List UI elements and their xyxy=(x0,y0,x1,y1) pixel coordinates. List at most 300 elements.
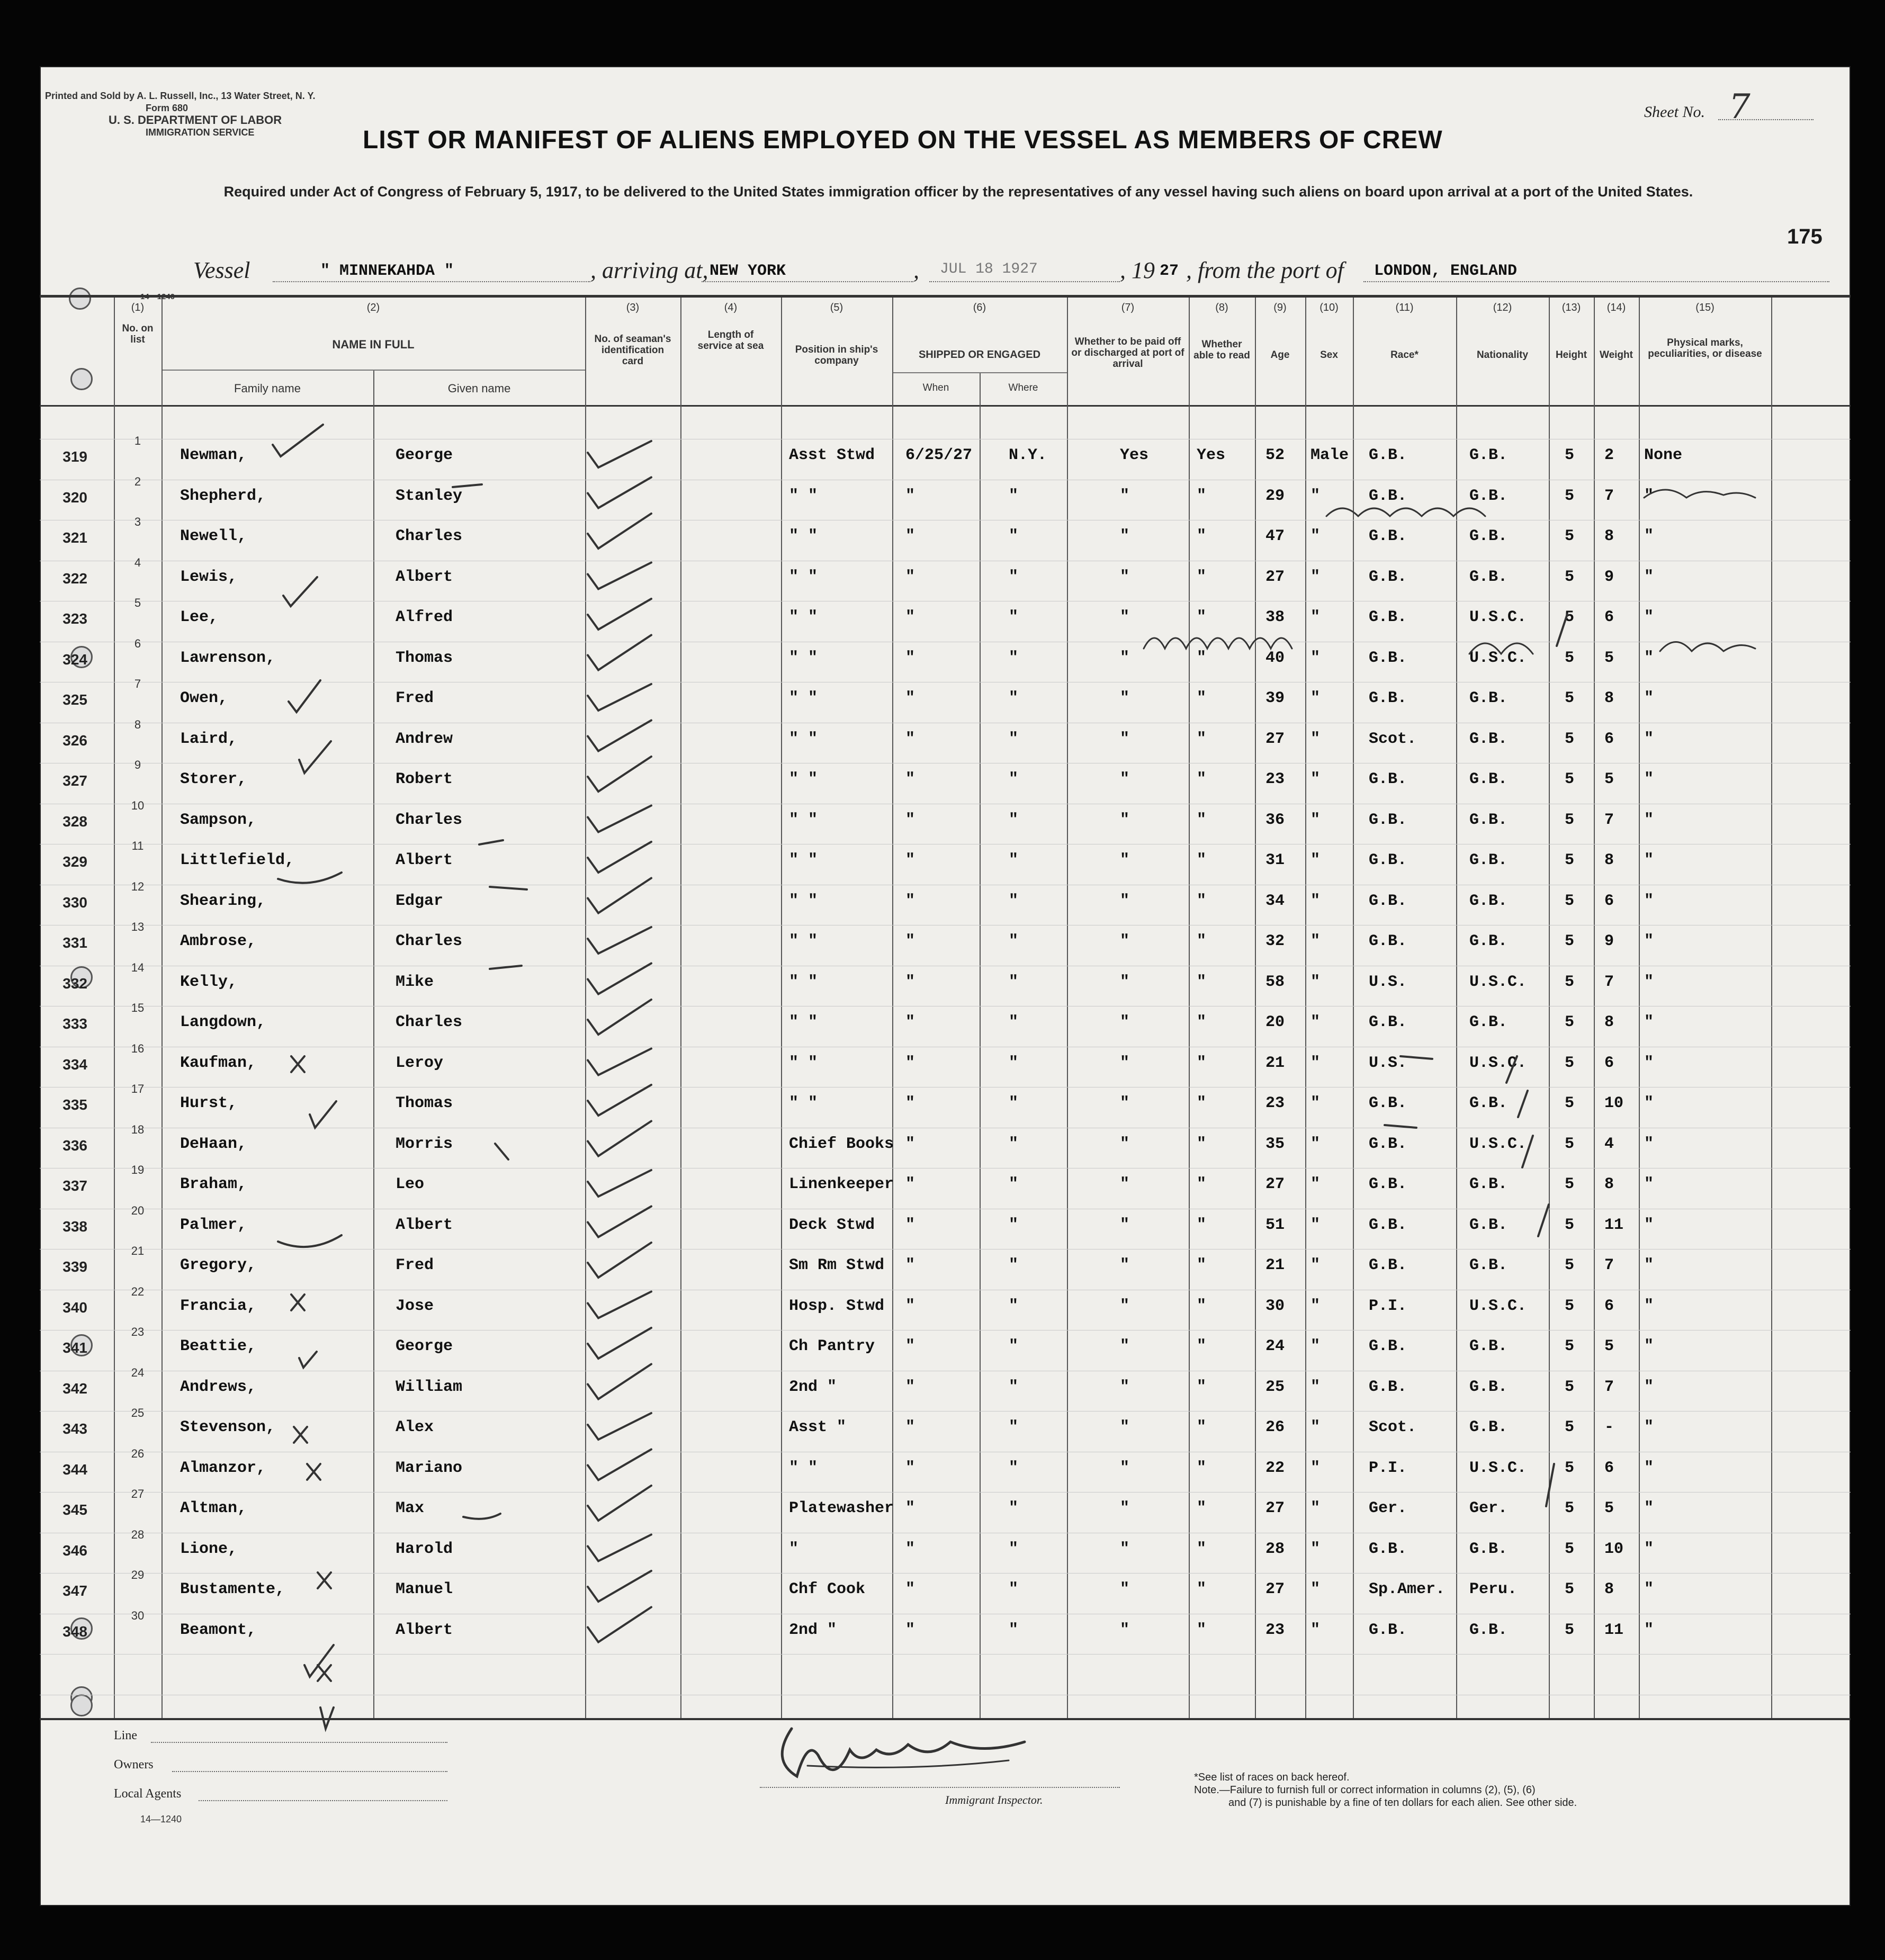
cell-read: " xyxy=(1197,1580,1207,1598)
cell-age: 40 xyxy=(1265,649,1285,667)
cell-given: Albert xyxy=(396,1621,453,1639)
cell-race: G.B. xyxy=(1369,932,1407,950)
cell-marks: " xyxy=(1644,1499,1654,1517)
cell-nat: G.B. xyxy=(1469,1621,1508,1639)
cell-family: DeHaan, xyxy=(180,1135,247,1153)
id-card-check-mark xyxy=(588,1170,651,1197)
vessel-name: " MINNEKAHDA " xyxy=(320,262,454,280)
cell-read: " xyxy=(1197,730,1207,748)
list-number: 7 xyxy=(134,677,141,690)
cell-age: 27 xyxy=(1265,730,1285,748)
cell-read: " xyxy=(1197,1337,1207,1355)
cell-nat: G.B. xyxy=(1469,730,1508,748)
cell-marks: " xyxy=(1644,770,1654,788)
id-card-check-mark xyxy=(588,1292,651,1318)
cell-age: 23 xyxy=(1265,1094,1285,1112)
cell-when: " xyxy=(905,811,915,829)
cell-h: 5 xyxy=(1565,1297,1575,1315)
form-code-bottom: 14—1240 xyxy=(140,1814,182,1824)
header-length-service: Length of service at sea xyxy=(697,329,764,352)
header-height: Height xyxy=(1555,349,1587,361)
cell-where: " xyxy=(1009,1540,1019,1558)
cell-position: Linenkeeper xyxy=(789,1175,894,1193)
cell-sex: " xyxy=(1310,1378,1321,1396)
id-card-check-mark xyxy=(588,514,651,549)
cell-age: 38 xyxy=(1265,608,1285,626)
cell-given: Morris xyxy=(396,1135,453,1153)
cell-marks: " xyxy=(1644,1580,1654,1598)
cell-position: 2nd " xyxy=(789,1378,837,1396)
cell-sex: Male xyxy=(1310,446,1349,464)
cell-marks: " xyxy=(1644,689,1654,707)
cell-family: Francia, xyxy=(180,1297,257,1315)
id-card-check-mark xyxy=(588,1085,651,1116)
cell-position: " " xyxy=(789,1054,818,1072)
cell-race: G.B. xyxy=(1369,1216,1407,1234)
cell-position: " xyxy=(789,1540,799,1558)
cell-h: 5 xyxy=(1565,1013,1575,1031)
page-number: 175 xyxy=(1787,225,1823,248)
cell-h: 5 xyxy=(1565,770,1575,788)
col-num: (6) xyxy=(973,302,986,313)
list-number: 1 xyxy=(134,434,141,447)
cell-h: 5 xyxy=(1565,1418,1575,1436)
cell-marks: " xyxy=(1644,1297,1654,1315)
cell-given: Albert xyxy=(396,851,453,869)
cell-paid: " xyxy=(1120,1297,1130,1315)
cell-paid: " xyxy=(1120,1216,1130,1234)
id-card-check-mark xyxy=(588,842,651,873)
id-card-check-mark xyxy=(588,806,651,832)
id-card-check-mark xyxy=(588,1535,651,1561)
cell-race: Sp.Amer. xyxy=(1369,1580,1446,1598)
cell-given: William xyxy=(396,1378,463,1396)
list-number: 11 xyxy=(131,839,144,852)
cell-read: " xyxy=(1197,1540,1207,1558)
cell-where: " xyxy=(1009,568,1019,586)
cell-nat: G.B. xyxy=(1469,1216,1508,1234)
cell-sex: " xyxy=(1310,1459,1321,1477)
cell-nat: U.S.C. xyxy=(1469,973,1527,991)
cell-age: 26 xyxy=(1265,1418,1285,1436)
cell-marks: " xyxy=(1644,851,1654,869)
cell-family: Hurst, xyxy=(180,1094,238,1112)
header-weight: Weight xyxy=(1600,349,1633,361)
cell-age: 21 xyxy=(1265,1054,1285,1072)
cell-family: Laird, xyxy=(180,730,238,748)
id-card-check-mark xyxy=(588,1207,651,1237)
cell-when: " xyxy=(905,1378,915,1396)
id-card-check-mark xyxy=(588,1049,651,1075)
cell-where: " xyxy=(1009,1297,1019,1315)
cell-sex: " xyxy=(1310,1540,1321,1558)
cell-age: 25 xyxy=(1265,1378,1285,1396)
cell-position: " " xyxy=(789,811,818,829)
cell-when: " xyxy=(905,973,915,991)
list-number: 29 xyxy=(131,1568,145,1581)
sequence-number: 331 xyxy=(62,934,87,951)
comma-separator: , xyxy=(913,257,919,283)
cell-family: Lewis, xyxy=(180,568,238,586)
cell-given: Thomas xyxy=(396,1094,453,1112)
cell-where: " xyxy=(1009,1256,1019,1274)
cell-position: Sm Rm Stwd xyxy=(789,1256,885,1274)
cell-given: Charles xyxy=(396,1013,463,1031)
cell-when: " xyxy=(905,730,915,748)
cell-age: 39 xyxy=(1265,689,1285,707)
id-card-check-mark xyxy=(588,1450,651,1480)
footer-agents-label: Local Agents xyxy=(114,1787,182,1801)
col-num: (11) xyxy=(1395,302,1414,313)
cell-paid: " xyxy=(1120,1013,1130,1031)
cell-where: " xyxy=(1009,1013,1019,1031)
cell-when: " xyxy=(905,932,915,950)
cell-family: Lione, xyxy=(180,1540,238,1558)
sequence-number: 343 xyxy=(62,1420,87,1437)
cell-position: Chf Cook xyxy=(789,1580,866,1598)
cell-race: G.B. xyxy=(1369,527,1407,545)
cell-read: " xyxy=(1197,1256,1207,1274)
cell-sex: " xyxy=(1310,851,1321,869)
service-name: IMMIGRATION SERVICE xyxy=(146,127,255,138)
sequence-number: 334 xyxy=(62,1056,87,1073)
cell-when: " xyxy=(905,1540,915,1558)
cell-w: 9 xyxy=(1604,932,1614,950)
cell-marks: " xyxy=(1644,1094,1654,1112)
header-race: Race* xyxy=(1390,349,1419,361)
cell-where: " xyxy=(1009,973,1019,991)
cell-marks: " xyxy=(1644,527,1654,545)
footer-owners-label: Owners xyxy=(114,1758,154,1772)
sequence-number: 336 xyxy=(62,1137,87,1154)
cell-race: G.B. xyxy=(1369,1175,1407,1193)
cell-age: 23 xyxy=(1265,770,1285,788)
cell-nat: G.B. xyxy=(1469,1540,1508,1558)
cell-race: U.S. xyxy=(1369,1054,1407,1072)
form-number: Form 680 xyxy=(146,103,188,113)
cell-read: " xyxy=(1197,1378,1207,1396)
cell-given: Robert xyxy=(396,770,453,788)
cell-where: " xyxy=(1009,1054,1019,1072)
cell-sex: " xyxy=(1310,1216,1321,1234)
cell-sex: " xyxy=(1310,1175,1321,1193)
cell-family: Lee, xyxy=(180,608,219,626)
cell-paid: " xyxy=(1120,851,1130,869)
id-card-check-mark xyxy=(588,1000,651,1035)
cell-read: " xyxy=(1197,932,1207,950)
cell-sex: " xyxy=(1310,1094,1321,1112)
cell-nat: G.B. xyxy=(1469,1337,1508,1355)
cell-h: 5 xyxy=(1565,1216,1575,1234)
sequence-number: 348 xyxy=(62,1623,87,1640)
list-number: 25 xyxy=(131,1406,145,1419)
list-number: 13 xyxy=(131,920,145,933)
cell-given: Andrew xyxy=(396,730,453,748)
list-number: 23 xyxy=(131,1325,145,1338)
cell-h: 5 xyxy=(1565,1540,1575,1558)
cell-h: 5 xyxy=(1565,1378,1575,1396)
cell-nat: G.B. xyxy=(1469,1175,1508,1193)
sequence-number: 332 xyxy=(62,975,87,992)
sequence-number: 339 xyxy=(62,1258,87,1275)
cell-race: G.B. xyxy=(1369,608,1407,626)
cell-family: Sampson, xyxy=(180,811,257,829)
cell-w: 6 xyxy=(1604,608,1614,626)
sequence-number: 320 xyxy=(62,489,87,506)
id-card-check-mark xyxy=(588,478,651,508)
cell-given: Alfred xyxy=(396,608,453,626)
cell-age: 27 xyxy=(1265,1499,1285,1517)
cell-age: 51 xyxy=(1265,1216,1285,1234)
header-family-name: Family name xyxy=(234,382,301,395)
cell-read: " xyxy=(1197,892,1207,910)
cell-position: " " xyxy=(789,932,818,950)
cell-sex: " xyxy=(1310,1418,1321,1436)
list-number: 5 xyxy=(134,596,141,609)
requirement-text: Required under Act of Congress of February 5, 1917, to be delivered to the United States immigration officer by the representatives of any vessel having such aliens on board upon arrival at a port of the United States. xyxy=(223,184,1693,200)
sequence-number: 327 xyxy=(62,772,87,789)
cell-when: " xyxy=(905,527,915,545)
date-stamp: JUL 18 1927 xyxy=(940,261,1038,277)
cell-read: " xyxy=(1197,851,1207,869)
cell-paid: " xyxy=(1120,1337,1130,1355)
id-card-check-mark xyxy=(588,927,651,954)
cell-nat: G.B. xyxy=(1469,446,1508,464)
cell-w: 5 xyxy=(1604,1499,1614,1517)
cell-paid: Yes xyxy=(1120,446,1149,464)
cell-when: " xyxy=(905,1418,915,1436)
cell-h: 5 xyxy=(1565,1337,1575,1355)
cell-paid: " xyxy=(1120,1621,1130,1639)
cell-sex: " xyxy=(1310,568,1321,586)
cell-nat: G.B. xyxy=(1469,770,1508,788)
cell-nat: G.B. xyxy=(1469,527,1508,545)
cell-where: " xyxy=(1009,608,1019,626)
cell-age: 21 xyxy=(1265,1256,1285,1274)
arriving-label: , arriving at, xyxy=(590,257,708,283)
cell-nat: G.B. xyxy=(1469,487,1508,505)
cell-w: 6 xyxy=(1604,892,1614,910)
cell-family: Kelly, xyxy=(180,973,238,991)
cell-race: G.B. xyxy=(1369,770,1407,788)
cell-race: G.B. xyxy=(1369,1094,1407,1112)
id-card-check-mark xyxy=(588,563,651,589)
sequence-number: 333 xyxy=(62,1015,87,1032)
header-id-card: No. of seaman's identification card xyxy=(594,334,671,367)
cell-nat: G.B. xyxy=(1469,1418,1508,1436)
list-number: 19 xyxy=(131,1163,145,1176)
cell-h: 5 xyxy=(1565,973,1575,991)
cell-where: " xyxy=(1009,649,1019,667)
cell-marks: " xyxy=(1644,1054,1654,1072)
cell-sex: " xyxy=(1310,1337,1321,1355)
sequence-number: 340 xyxy=(62,1299,87,1316)
cell-when: " xyxy=(905,689,915,707)
cell-marks: None xyxy=(1644,446,1683,464)
cell-w: 7 xyxy=(1604,973,1614,991)
cell-family: Langdown, xyxy=(180,1013,266,1031)
cell-h: 5 xyxy=(1565,892,1575,910)
header-marks: Physical marks, peculiarities, or disease xyxy=(1648,337,1762,359)
list-number: 10 xyxy=(131,798,145,812)
cell-age: 32 xyxy=(1265,932,1285,950)
sequence-number: 346 xyxy=(62,1542,87,1559)
arrival-port: NEW YORK xyxy=(710,262,786,280)
cell-when: " xyxy=(905,770,915,788)
cell-read: " xyxy=(1197,1013,1207,1031)
cell-when: " xyxy=(905,568,915,586)
cell-paid: " xyxy=(1120,1256,1130,1274)
manifest-sheet xyxy=(40,66,1851,1906)
list-number: 12 xyxy=(131,879,145,893)
cell-read: Yes xyxy=(1197,446,1226,464)
cell-w: 10 xyxy=(1604,1540,1624,1558)
cell-w: 8 xyxy=(1604,851,1614,869)
col-num: (5) xyxy=(830,302,843,313)
id-card-check-mark xyxy=(588,1607,651,1642)
sequence-number: 342 xyxy=(62,1380,87,1397)
cell-race: G.B. xyxy=(1369,1013,1407,1031)
cell-read: " xyxy=(1197,1499,1207,1517)
cell-read: " xyxy=(1197,1054,1207,1072)
cell-race: Ger. xyxy=(1369,1499,1407,1517)
cell-paid: " xyxy=(1120,770,1130,788)
cell-w: 11 xyxy=(1604,1216,1624,1234)
cell-paid: " xyxy=(1120,1580,1130,1598)
cell-sex: " xyxy=(1310,649,1321,667)
cell-nat: U.S.C. xyxy=(1469,1297,1527,1315)
list-number: 18 xyxy=(131,1122,145,1136)
cell-age: 22 xyxy=(1265,1459,1285,1477)
cell-when: " xyxy=(905,1175,915,1193)
cell-race: G.B. xyxy=(1369,649,1407,667)
cell-position: " " xyxy=(789,608,818,626)
cell-family: Owen, xyxy=(180,689,228,707)
cell-when: " xyxy=(905,1297,915,1315)
cell-read: " xyxy=(1197,811,1207,829)
cell-position: " " xyxy=(789,649,818,667)
cell-family: Littlefield, xyxy=(180,851,295,869)
id-card-check-mark xyxy=(588,1486,651,1521)
col-num: (4) xyxy=(724,302,738,313)
cell-read: " xyxy=(1197,649,1207,667)
cell-age: 29 xyxy=(1265,487,1285,505)
cell-given: Fred xyxy=(396,689,434,707)
sequence-number: 321 xyxy=(62,529,87,546)
list-number: 20 xyxy=(131,1203,145,1217)
cell-marks: " xyxy=(1644,1256,1654,1274)
cell-nat: G.B. xyxy=(1469,568,1508,586)
header-shipped: SHIPPED OR ENGAGED xyxy=(918,349,1041,361)
cell-family: Kaufman, xyxy=(180,1054,257,1072)
cell-race: G.B. xyxy=(1369,892,1407,910)
cell-where: " xyxy=(1009,1337,1019,1355)
cell-position: Deck Stwd xyxy=(789,1216,875,1234)
cell-nat: U.S.C. xyxy=(1469,1459,1527,1477)
departure-port: LONDON, ENGLAND xyxy=(1374,262,1518,280)
cell-when: " xyxy=(905,1499,915,1517)
sequence-number: 338 xyxy=(62,1218,87,1235)
sequence-number: 337 xyxy=(62,1177,87,1194)
cell-where: " xyxy=(1009,487,1019,505)
cell-marks: " xyxy=(1644,1337,1654,1355)
cell-w: 6 xyxy=(1604,1459,1614,1477)
cell-age: 27 xyxy=(1265,1175,1285,1193)
cell-family: Almanzor, xyxy=(180,1459,266,1477)
col-num: (14) xyxy=(1606,302,1626,313)
sequence-number: 329 xyxy=(62,853,87,870)
list-number: 9 xyxy=(134,758,141,771)
cell-when: " xyxy=(905,851,915,869)
sequence-number: 345 xyxy=(62,1502,87,1518)
cell-w: 5 xyxy=(1604,1337,1614,1355)
cell-w: 5 xyxy=(1604,649,1614,667)
cell-where: " xyxy=(1009,851,1019,869)
cell-given: Leroy xyxy=(396,1054,444,1072)
cell-h: 5 xyxy=(1565,730,1575,748)
cell-read: " xyxy=(1197,770,1207,788)
cell-given: Charles xyxy=(396,932,463,950)
cell-position: Asst " xyxy=(789,1418,847,1436)
cell-paid: " xyxy=(1120,649,1130,667)
cell-position: Hosp. Stwd xyxy=(789,1297,885,1315)
year-label: , 19 xyxy=(1120,257,1155,283)
cell-w: 7 xyxy=(1604,487,1614,505)
cell-h: 5 xyxy=(1565,932,1575,950)
sequence-number: 347 xyxy=(62,1583,87,1599)
cell-paid: " xyxy=(1120,1175,1130,1193)
cell-given: Max xyxy=(396,1499,425,1517)
cell-nat: U.S.C. xyxy=(1469,1054,1527,1072)
cell-race: G.B. xyxy=(1369,487,1407,505)
cell-age: 23 xyxy=(1265,1621,1285,1639)
cell-sex: " xyxy=(1310,1135,1321,1153)
sequence-number: 325 xyxy=(62,691,87,708)
col-num: (8) xyxy=(1215,302,1228,313)
sequence-number: 341 xyxy=(62,1339,87,1356)
footer-owners-field xyxy=(172,1771,447,1772)
cell-race: U.S. xyxy=(1369,973,1407,991)
cell-nat: G.B. xyxy=(1469,1013,1508,1031)
cell-position: Platewasher xyxy=(789,1499,894,1517)
cell-given: Albert xyxy=(396,568,453,586)
list-number: 28 xyxy=(131,1527,145,1541)
cell-given: Thomas xyxy=(396,649,453,667)
cell-when: " xyxy=(905,1054,915,1072)
cell-read: " xyxy=(1197,527,1207,545)
cell-paid: " xyxy=(1120,1459,1130,1477)
list-number: 3 xyxy=(134,515,141,528)
cell-nat: G.B. xyxy=(1469,851,1508,869)
cell-marks: " xyxy=(1644,1540,1654,1558)
cell-family: Beattie, xyxy=(180,1337,257,1355)
cell-position: Chief Books xyxy=(789,1135,894,1153)
cell-where: " xyxy=(1009,1378,1019,1396)
cell-sex: " xyxy=(1310,1499,1321,1517)
footer-line-label: Line xyxy=(114,1729,137,1742)
header-name-in-full: NAME IN FULL xyxy=(332,338,415,351)
penalty-note-1: Note.—Failure to furnish full or correct information in columns (2), (5), (6) xyxy=(1194,1784,1536,1796)
id-card-check-mark xyxy=(588,1413,651,1440)
cell-given: Leo xyxy=(396,1175,425,1193)
cell-h: 5 xyxy=(1565,649,1575,667)
cell-position: " " xyxy=(789,892,818,910)
header-nationality: Nationality xyxy=(1476,349,1529,361)
list-number: 2 xyxy=(134,474,141,488)
cell-when: 6/25/27 xyxy=(905,446,973,464)
cell-w: 8 xyxy=(1604,1580,1614,1598)
sequence-number: 326 xyxy=(62,732,87,749)
